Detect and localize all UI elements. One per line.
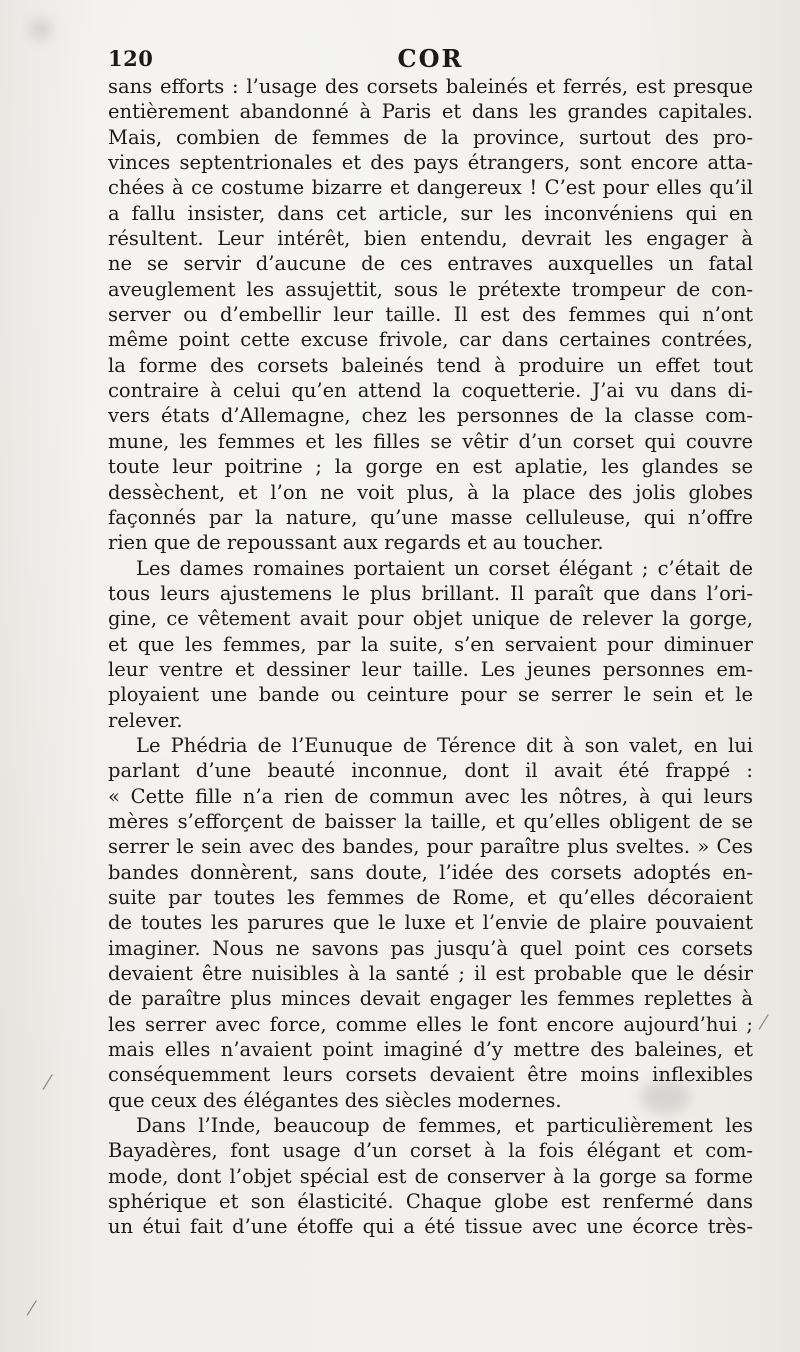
stray-pencil-mark: ⁄ bbox=[30, 1296, 34, 1320]
text-line: sphérique et son élasticité. Chaque globe est renfermé dans bbox=[108, 1190, 753, 1214]
body-text bbox=[108, 74, 753, 1240]
text-line: leur ventre et dessiner leur taille. Les jeunes personnes em- bbox=[108, 657, 753, 681]
text-line: les serrer avec force, comme elles le font encore aujourd’hui ; bbox=[108, 1012, 753, 1036]
text-line: mune, les femmes et les filles se vêtir d’un corset qui couvre bbox=[108, 429, 753, 453]
text-line: un étui fait d’une étoffe qui a été tissue avec une écorce très- bbox=[108, 1215, 753, 1239]
ink-smudge bbox=[30, 18, 52, 40]
text-line: façonnés par la nature, qu’une masse celluleuse, qui n’offre bbox=[108, 505, 753, 529]
text-line: vers états d’Allemagne, chez les personnes de la classe com- bbox=[108, 404, 753, 428]
text-line: gine, ce vêtement avait pour objet unique de relever la gorge, bbox=[108, 607, 753, 631]
text-line: contraire à celui qu’en attend la coquetterie. J’ai vu dans di- bbox=[108, 379, 753, 403]
text-line: imaginer. Nous ne savons pas jusqu’à quel point ces corsets bbox=[108, 936, 753, 960]
text-line: Le Phédria de l’Eunuque de Térence dit à son valet, en lui bbox=[136, 733, 753, 757]
text-line: a fallu insister, dans cet article, sur les inconvéniens qui en bbox=[108, 201, 753, 225]
text-line: suite par toutes les femmes de Rome, et qu’elles décoraient bbox=[108, 886, 753, 909]
text-line: toute leur poitrine ; la gorge en est aplatie, les glandes se bbox=[108, 455, 753, 479]
stray-pencil-mark: ⁄ bbox=[762, 1010, 766, 1034]
text-line: résultent. Leur intérêt, bien entendu, devrait les engager à bbox=[108, 227, 753, 251]
text-line: dessèchent, et l’on ne voit plus, à la place des jolis globes bbox=[108, 480, 753, 504]
text-line: rien que de repoussant aux regards et au toucher. bbox=[108, 531, 604, 555]
text-line: serrer le sein avec des bandes, pour paraître plus sveltes. » Ces bbox=[108, 835, 753, 859]
text-line: bandes donnèrent, sans doute, l’idée des corsets adoptés en- bbox=[108, 860, 753, 884]
text-line: même point cette excuse frivole, car dans certaines contrées, bbox=[108, 328, 753, 352]
page-number: 120 bbox=[108, 46, 154, 71]
text-line: vinces septentrionales et des pays étrangers, sont encore atta- bbox=[108, 151, 753, 175]
text-line: relever. bbox=[108, 708, 183, 732]
text-line: mais elles n’avaient point imaginé d’y mettre des baleines, et bbox=[108, 1038, 753, 1062]
text-line: de toutes les parures que le luxe et l’envie de plaire pouvaient bbox=[108, 911, 753, 935]
text-line: mode, dont l’objet spécial est de conserver à la gorge sa forme bbox=[108, 1164, 753, 1188]
text-line: ne se servir d’aucune de ces entraves auxquelles un fatal bbox=[108, 252, 753, 276]
text-line: de paraître plus minces devait engager les femmes replettes à bbox=[108, 987, 753, 1011]
text-line: aveuglement les assujettit, sous le prétexte trompeur de con- bbox=[108, 277, 753, 301]
text-line: « Cette fille n’a rien de commun avec les nôtres, à qui leurs bbox=[108, 784, 753, 808]
text-line: Mais, combien de femmes de la province, surtout des pro- bbox=[108, 125, 753, 149]
text-line: entièrement abandonné à Paris et dans les grandes capitales. bbox=[108, 100, 753, 124]
text-line: conséquemment leurs corsets devaient être moins inflexibles bbox=[108, 1063, 753, 1087]
text-line: parlant d’une beauté inconnue, dont il avait été frappé : bbox=[108, 759, 753, 783]
text-line: Les dames romaines portaient un corset élégant ; c’était de bbox=[136, 556, 753, 580]
text-line: server ou d’embellir leur taille. Il est des femmes qui n’ont bbox=[108, 303, 753, 327]
text-line: et que les femmes, par la suite, s’en servaient pour diminuer bbox=[108, 632, 753, 656]
text-line: la forme des corsets baleinés tend à produire un effet tout bbox=[108, 353, 753, 377]
text-line: Dans l’Inde, beaucoup de femmes, et particulièrement les bbox=[136, 1114, 753, 1138]
text-line: Bayadères, font usage d’un corset à la fois élégant et com- bbox=[108, 1139, 753, 1163]
text-line: que ceux des élégantes des siècles modernes. bbox=[108, 1088, 562, 1112]
text-line: chées à ce costume bizarre et dangereux ! C’est pour elles qu’il bbox=[108, 176, 753, 200]
text-line: tous leurs ajustemens le plus brillant. Il paraît que dans l’ori- bbox=[108, 581, 753, 605]
stray-pencil-mark: ⁄ bbox=[46, 1070, 50, 1094]
page-header bbox=[108, 40, 753, 72]
text-line: ployaient une bande ou ceinture pour se serrer le sein et le bbox=[108, 683, 753, 707]
text-line: mères s’efforçent de baisser la taille, et qu’elles obligent de se bbox=[108, 809, 753, 833]
text-line: sans efforts : l’usage des corsets baleinés et ferrés, est presque bbox=[108, 75, 753, 98]
text-line: devaient être nuisibles à la santé ; il est probable que le désir bbox=[108, 962, 753, 986]
running-head: COR bbox=[397, 44, 464, 73]
